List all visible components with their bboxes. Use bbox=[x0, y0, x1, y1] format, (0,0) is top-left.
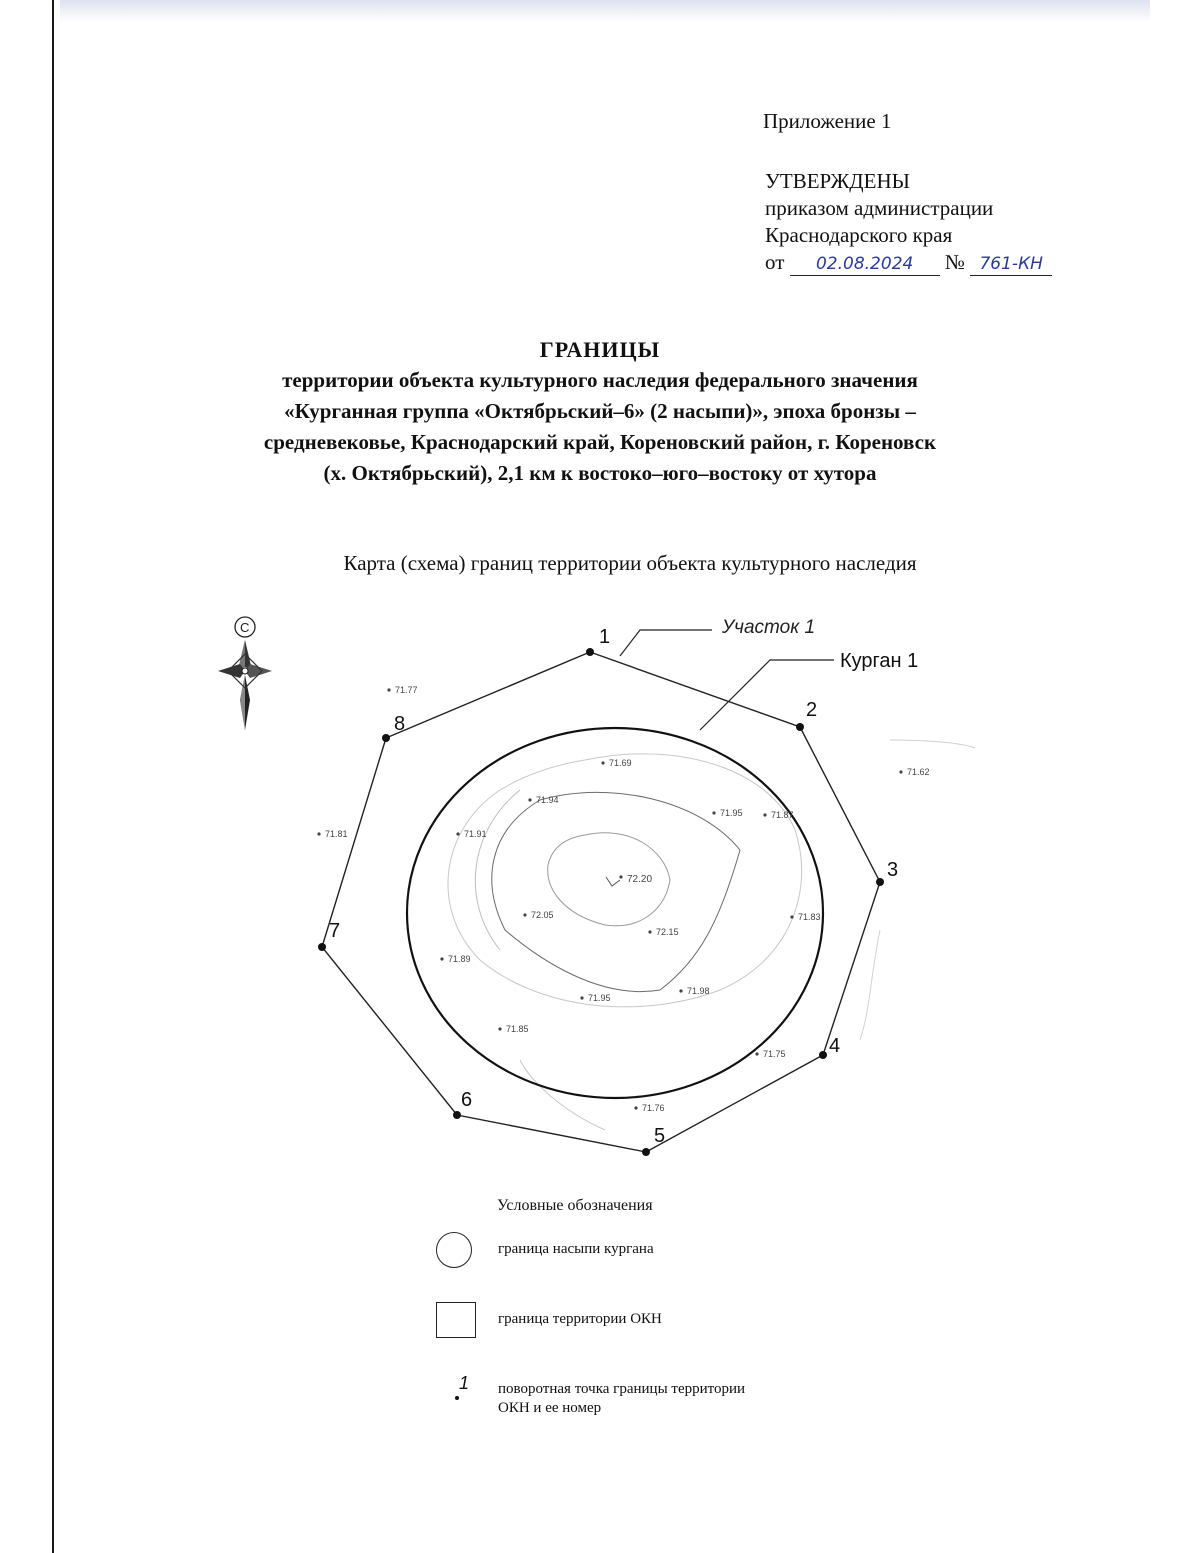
plot-leader-line bbox=[620, 630, 712, 656]
title-line-1: территории объекта культурного наследия федерального значения bbox=[282, 368, 918, 392]
contour-line bbox=[520, 1060, 605, 1130]
elevation-label: 71.75 bbox=[763, 1049, 786, 1059]
point-number-label: 1 bbox=[599, 626, 611, 648]
turning-point-4 bbox=[819, 1051, 827, 1059]
turning-point-2 bbox=[796, 723, 804, 731]
point-number-label: 3 bbox=[887, 859, 899, 881]
title-line-3: средневековье, Краснодарский край, Кореновский район, г. Кореновск bbox=[263, 430, 937, 454]
legend-point-number: 1 bbox=[459, 1373, 470, 1393]
elevation-label: 71.87 bbox=[771, 810, 794, 820]
order-from-label: от bbox=[765, 250, 785, 274]
turning-point-7 bbox=[318, 943, 326, 951]
order-number: 761-КН bbox=[970, 253, 1052, 276]
elevation-label: 71.91 bbox=[464, 829, 487, 839]
appendix-label: Приложение 1 bbox=[763, 109, 892, 133]
okn-boundary-symbol-icon bbox=[436, 1302, 476, 1338]
north-arrow-icon bbox=[218, 617, 272, 730]
plot-label: Участок 1 bbox=[722, 617, 816, 638]
contour-lines bbox=[448, 740, 975, 1130]
north-label: С bbox=[240, 620, 250, 635]
title-line-2: «Курганная группа «Октябрьский–6» (2 насыпи)», эпоха бронзы – bbox=[284, 399, 916, 423]
elevation-label: 72.15 bbox=[656, 927, 679, 937]
contour-line bbox=[860, 930, 880, 1040]
legend-turning-point bbox=[498, 1380, 745, 1418]
legend-title: Условные обозначения bbox=[497, 1197, 653, 1214]
point-number-label: 8 bbox=[394, 713, 406, 735]
point-number-label: 6 bbox=[461, 1089, 473, 1111]
point-number-label: 7 bbox=[329, 920, 341, 942]
turning-point-1 bbox=[586, 648, 594, 656]
point-number-label: 5 bbox=[654, 1125, 666, 1147]
elevation-label: 71.83 bbox=[798, 912, 821, 922]
elevation-label: 71.95 bbox=[720, 808, 743, 818]
turning-point-5 bbox=[642, 1148, 650, 1156]
order-number-label: № bbox=[944, 250, 965, 274]
elevation-label: 71.62 bbox=[907, 767, 930, 777]
approved-heading: УТВЕРЖДЕНЫ bbox=[765, 169, 910, 193]
turning-point-numbers bbox=[329, 626, 898, 1147]
elevation-label: 72.20 bbox=[627, 874, 653, 885]
legend-turning-point-line2: ОКН и ее номер bbox=[498, 1400, 602, 1416]
elevation-label: 71.69 bbox=[609, 758, 632, 768]
leader-lines bbox=[620, 630, 834, 730]
point-number-label: 2 bbox=[806, 699, 818, 721]
elevation-label: 71.89 bbox=[448, 954, 471, 964]
mound-boundary-symbol-icon bbox=[436, 1232, 472, 1268]
legend-mound-boundary: граница насыпи кургана bbox=[498, 1241, 654, 1257]
contour-line bbox=[448, 754, 802, 1007]
approved-by-order: приказом администрации bbox=[765, 196, 994, 220]
elevation-label: 71.94 bbox=[536, 795, 559, 805]
elevation-label: 71.95 bbox=[588, 993, 611, 1003]
turning-point-8 bbox=[382, 734, 390, 742]
contour-line bbox=[475, 790, 520, 950]
elevation-label: 71.98 bbox=[687, 986, 710, 996]
title-main: ГРАНИЦЫ bbox=[539, 337, 661, 362]
legend-okn-boundary: граница территории ОКН bbox=[498, 1311, 662, 1327]
legend-turning-point-line1: поворотная точка границы территории bbox=[498, 1381, 746, 1397]
contour-line bbox=[890, 740, 975, 748]
order-date: 02.08.2024 bbox=[790, 253, 940, 276]
turning-point-6 bbox=[453, 1111, 461, 1119]
elevation-label: 71.85 bbox=[506, 1024, 529, 1034]
elevation-label: 71.81 bbox=[325, 829, 348, 839]
point-number-label: 4 bbox=[829, 1035, 841, 1057]
contour-line bbox=[606, 877, 620, 886]
mound-boundary-ellipse bbox=[407, 728, 823, 1098]
map-caption: Карта (схема) границ территории объекта культурного наследия bbox=[343, 551, 917, 575]
mound-label: Курган 1 bbox=[840, 650, 919, 672]
approved-region: Краснодарского края bbox=[765, 223, 953, 247]
elevation-label: 71.76 bbox=[642, 1103, 665, 1113]
turning-point-symbol-icon bbox=[455, 1396, 459, 1400]
turning-point-3 bbox=[876, 878, 884, 886]
elevation-label: 72.05 bbox=[531, 910, 554, 920]
title-line-4: (х. Октябрьский), 2,1 км к востоко–юго–востоку от хутора bbox=[323, 461, 877, 485]
contour-line bbox=[492, 792, 740, 991]
elevation-label: 71.77 bbox=[395, 685, 418, 695]
